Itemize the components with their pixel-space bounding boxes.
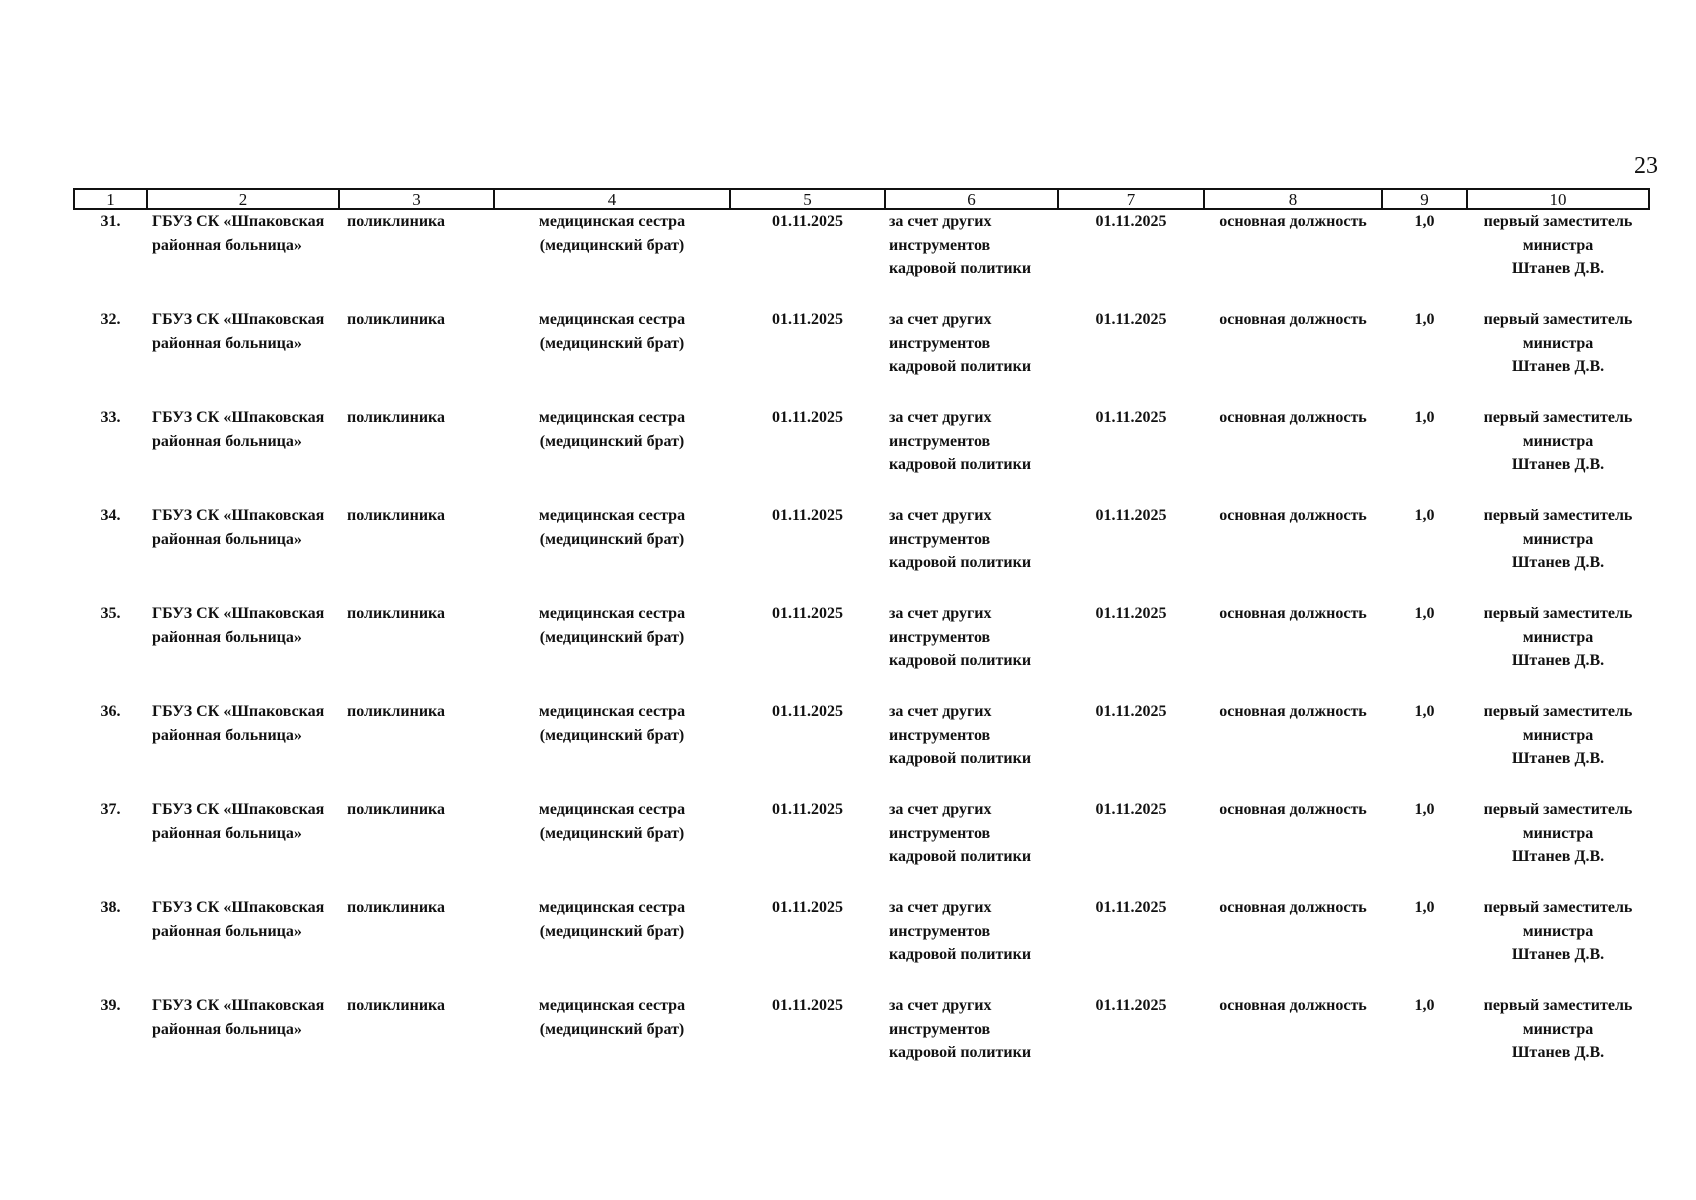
table-body	[74, 209, 1649, 1092]
row-number-cell: 36.	[100, 703, 121, 720]
cell-line: медицинская сестра	[538, 213, 686, 230]
source-cell	[885, 798, 1058, 896]
row-number-cell: 37.	[100, 801, 121, 818]
division-cell: поликлиника	[347, 507, 446, 524]
date-to-cell: 01.11.2025	[1095, 801, 1167, 818]
table-row	[74, 896, 1649, 994]
organization-cell	[147, 602, 339, 700]
cell-line: медицинская сестра	[538, 899, 686, 916]
table-row	[74, 798, 1649, 896]
cell-line: за счет других	[889, 311, 992, 328]
cell-line: медицинская сестра	[538, 311, 686, 328]
cell-line: кадровой политики	[889, 554, 1032, 571]
division-cell: поликлиника	[347, 801, 446, 818]
rate-cell: 1,0	[1414, 409, 1435, 426]
row-number-cell: 35.	[100, 605, 121, 622]
cell-line: министра	[1522, 236, 1594, 254]
cell-line: районная больница»	[152, 726, 302, 744]
position-cell	[494, 209, 730, 308]
source-cell	[885, 896, 1058, 994]
rate-cell: 1,0	[1414, 213, 1435, 230]
column-header-3: 3	[339, 189, 494, 209]
rate-cell: 1,0	[1414, 703, 1435, 720]
cell-line: за счет других	[889, 213, 992, 230]
position-cell	[494, 798, 730, 896]
rate-cell: 1,0	[1414, 801, 1435, 818]
cell-line: кадровой политики	[889, 358, 1032, 375]
cell-line: районная больница»	[152, 628, 302, 646]
cell-line: инструментов	[889, 334, 991, 352]
cell-line: районная больница»	[152, 432, 302, 450]
cell-line: (медицинский брат)	[539, 432, 685, 450]
cell-line: первый заместитель	[1483, 507, 1633, 524]
column-header-4: 4	[494, 189, 730, 209]
division-cell: поликлиника	[347, 899, 446, 916]
cell-line: Штанев Д.В.	[1511, 848, 1605, 865]
cell-line: Штанев Д.В.	[1511, 750, 1605, 767]
cell-line: первый заместитель	[1483, 409, 1633, 426]
row-number-cell: 32.	[100, 311, 121, 328]
cell-line: министра	[1522, 726, 1594, 744]
table-row	[74, 406, 1649, 504]
column-header-9: 9	[1382, 189, 1467, 209]
date-from-cell: 01.11.2025	[771, 703, 844, 720]
rate-cell: 1,0	[1414, 507, 1435, 524]
row-number-cell: 38.	[100, 899, 121, 916]
date-from-cell: 01.11.2025	[771, 507, 844, 524]
division-cell: поликлиника	[347, 213, 446, 230]
table-row	[74, 504, 1649, 602]
cell-line: Штанев Д.В.	[1511, 1044, 1605, 1061]
position-cell	[494, 504, 730, 602]
date-to-cell: 01.11.2025	[1095, 311, 1167, 328]
division-cell: поликлиника	[347, 311, 446, 328]
date-to-cell: 01.11.2025	[1095, 997, 1167, 1014]
organization-cell	[147, 896, 339, 994]
cell-line: (медицинский брат)	[539, 922, 685, 940]
cell-line: ГБУЗ СК «Шпаковская	[152, 311, 325, 328]
column-header-2: 2	[147, 189, 339, 209]
cell-line: (медицинский брат)	[539, 236, 685, 254]
date-to-cell: 01.11.2025	[1095, 605, 1167, 622]
cell-line: первый заместитель	[1483, 605, 1633, 622]
cell-line: министра	[1522, 530, 1594, 548]
approver-cell	[1467, 602, 1649, 700]
cell-line: (медицинский брат)	[539, 1020, 685, 1038]
post-type-cell: основная должность	[1219, 801, 1367, 818]
cell-line: ГБУЗ СК «Шпаковская	[152, 801, 325, 818]
approver-cell	[1467, 994, 1649, 1092]
cell-line: (медицинский брат)	[539, 824, 685, 842]
cell-line: медицинская сестра	[538, 997, 686, 1014]
cell-line: районная больница»	[152, 236, 302, 254]
position-cell	[494, 406, 730, 504]
date-from-cell: 01.11.2025	[771, 801, 844, 818]
column-header-6: 6	[885, 189, 1058, 209]
date-from-cell: 01.11.2025	[771, 899, 844, 916]
approver-cell	[1467, 798, 1649, 896]
cell-line: медицинская сестра	[538, 409, 686, 426]
organization-cell	[147, 504, 339, 602]
column-header-8: 8	[1204, 189, 1382, 209]
cell-line: ГБУЗ СК «Шпаковская	[152, 703, 325, 720]
cell-line: медицинская сестра	[538, 703, 686, 720]
post-type-cell: основная должность	[1219, 507, 1367, 524]
cell-line: (медицинский брат)	[539, 726, 685, 744]
date-from-cell: 01.11.2025	[771, 213, 844, 230]
approver-cell	[1467, 504, 1649, 602]
cell-line: за счет других	[889, 409, 992, 426]
position-cell	[494, 994, 730, 1092]
date-to-cell: 01.11.2025	[1095, 507, 1167, 524]
date-from-cell: 01.11.2025	[771, 605, 844, 622]
source-cell	[885, 602, 1058, 700]
date-to-cell: 01.11.2025	[1095, 409, 1167, 426]
cell-line: кадровой политики	[889, 946, 1032, 963]
cell-line: кадровой политики	[889, 1044, 1032, 1061]
source-cell	[885, 700, 1058, 798]
date-to-cell: 01.11.2025	[1095, 899, 1167, 916]
cell-line: за счет других	[889, 801, 992, 818]
source-cell	[885, 406, 1058, 504]
rate-cell: 1,0	[1414, 311, 1435, 328]
cell-line: первый заместитель	[1483, 311, 1633, 328]
cell-line: районная больница»	[152, 1020, 302, 1038]
cell-line: ГБУЗ СК «Шпаковская	[152, 409, 325, 426]
cell-line: районная больница»	[152, 530, 302, 548]
cell-line: за счет других	[889, 899, 992, 916]
post-type-cell: основная должность	[1219, 409, 1367, 426]
cell-line: инструментов	[889, 726, 991, 744]
post-type-cell: основная должность	[1219, 997, 1367, 1014]
column-header-7: 7	[1058, 189, 1204, 209]
table-row	[74, 994, 1649, 1092]
cell-line: (медицинский брат)	[539, 334, 685, 352]
cell-line: районная больница»	[152, 334, 302, 352]
position-cell	[494, 308, 730, 406]
cell-line: первый заместитель	[1483, 703, 1633, 720]
source-cell	[885, 209, 1058, 308]
post-type-cell: основная должность	[1219, 311, 1367, 328]
date-from-cell: 01.11.2025	[771, 311, 844, 328]
cell-line: ГБУЗ СК «Шпаковская	[152, 213, 325, 230]
cell-line: инструментов	[889, 628, 991, 646]
cell-line: министра	[1522, 922, 1594, 940]
cell-line: министра	[1522, 628, 1594, 646]
cell-line: (медицинский брат)	[539, 530, 685, 548]
approver-cell	[1467, 308, 1649, 406]
cell-line: инструментов	[889, 1020, 991, 1038]
division-cell: поликлиника	[347, 997, 446, 1014]
column-header-1: 1	[74, 189, 147, 209]
cell-line: первый заместитель	[1483, 801, 1633, 818]
organization-cell	[147, 798, 339, 896]
rate-cell: 1,0	[1414, 605, 1435, 622]
row-number-cell: 34.	[100, 507, 121, 524]
cell-line: кадровой политики	[889, 848, 1032, 865]
post-type-cell: основная должность	[1219, 213, 1367, 230]
table-header-row	[74, 189, 1649, 209]
cell-line: медицинская сестра	[538, 605, 686, 622]
post-type-cell: основная должность	[1219, 605, 1367, 622]
date-from-cell: 01.11.2025	[771, 409, 844, 426]
cell-line: за счет других	[889, 997, 992, 1014]
division-cell: поликлиника	[347, 409, 446, 426]
division-cell: поликлиника	[347, 605, 446, 622]
position-cell	[494, 602, 730, 700]
cell-line: Штанев Д.В.	[1511, 554, 1605, 571]
cell-line: инструментов	[889, 922, 991, 940]
cell-line: инструментов	[889, 824, 991, 842]
cell-line: первый заместитель	[1483, 997, 1633, 1014]
source-cell	[885, 994, 1058, 1092]
organization-cell	[147, 308, 339, 406]
organization-cell	[147, 994, 339, 1092]
post-type-cell: основная должность	[1219, 703, 1367, 720]
table-row	[74, 700, 1649, 798]
cell-line: Штанев Д.В.	[1511, 260, 1605, 277]
organization-cell	[147, 700, 339, 798]
post-type-cell: основная должность	[1219, 899, 1367, 916]
rate-cell: 1,0	[1414, 899, 1435, 916]
position-cell	[494, 896, 730, 994]
cell-line: районная больница»	[152, 824, 302, 842]
cell-line: Штанев Д.В.	[1511, 456, 1605, 473]
cell-line: Штанев Д.В.	[1511, 652, 1605, 669]
date-to-cell: 01.11.2025	[1095, 213, 1167, 230]
rate-cell: 1,0	[1414, 997, 1435, 1014]
cell-line: кадровой политики	[889, 652, 1032, 669]
cell-line: первый заместитель	[1483, 899, 1633, 916]
cell-line: за счет других	[889, 703, 992, 720]
cell-line: кадровой политики	[889, 260, 1032, 277]
cell-line: Штанев Д.В.	[1511, 358, 1605, 375]
approver-cell	[1467, 700, 1649, 798]
source-cell	[885, 504, 1058, 602]
cell-line: министра	[1522, 824, 1594, 842]
position-cell	[494, 700, 730, 798]
column-header-5: 5	[730, 189, 885, 209]
date-from-cell: 01.11.2025	[771, 997, 844, 1014]
source-cell	[885, 308, 1058, 406]
cell-line: министра	[1522, 1020, 1594, 1038]
row-number-cell: 39.	[100, 997, 121, 1014]
table-row	[74, 209, 1649, 308]
table-row	[74, 308, 1649, 406]
approver-cell	[1467, 406, 1649, 504]
cell-line: ГБУЗ СК «Шпаковская	[152, 507, 325, 524]
organization-cell	[147, 209, 339, 308]
approver-cell	[1467, 209, 1649, 308]
cell-line: инструментов	[889, 432, 991, 450]
cell-line: районная больница»	[152, 922, 302, 940]
cell-line: ГБУЗ СК «Шпаковская	[152, 899, 325, 916]
staffing-table	[73, 188, 1650, 1092]
column-header-10: 10	[1467, 189, 1649, 209]
table-row	[74, 602, 1649, 700]
cell-line: ГБУЗ СК «Шпаковская	[152, 605, 325, 622]
cell-line: инструментов	[889, 236, 991, 254]
cell-line: за счет других	[889, 507, 992, 524]
row-number-cell: 33.	[100, 409, 121, 426]
cell-line: медицинская сестра	[538, 801, 686, 818]
cell-line: ГБУЗ СК «Шпаковская	[152, 997, 325, 1014]
cell-line: Штанев Д.В.	[1511, 946, 1605, 963]
organization-cell	[147, 406, 339, 504]
cell-line: министра	[1522, 432, 1594, 450]
cell-line: первый заместитель	[1483, 213, 1633, 230]
cell-line: министра	[1522, 334, 1594, 352]
cell-line: кадровой политики	[889, 750, 1032, 767]
approver-cell	[1467, 896, 1649, 994]
cell-line: инструментов	[889, 530, 991, 548]
division-cell: поликлиника	[347, 703, 446, 720]
page-number: 23	[1634, 153, 1658, 179]
date-to-cell: 01.11.2025	[1095, 703, 1167, 720]
row-number-cell: 31.	[100, 213, 121, 230]
cell-line: (медицинский брат)	[539, 628, 685, 646]
cell-line: кадровой политики	[889, 456, 1032, 473]
cell-line: за счет других	[889, 605, 992, 622]
cell-line: медицинская сестра	[538, 507, 686, 524]
